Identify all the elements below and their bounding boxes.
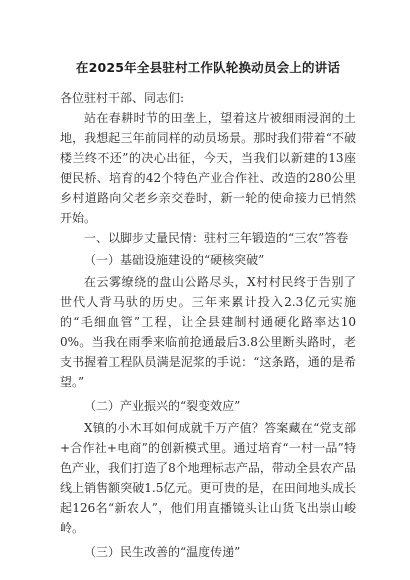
- section-1-heading: 一、以脚步丈量民情：驻村三年锻造的“三农”答卷: [84, 231, 349, 245]
- subsection-2-body: X镇的小木耳如何成就千万产值？答案藏在“党支部+合作社+电商”的创新模式里。通过培育“一村一品”特色产业，我们打造了8个地理标志产品，带动全县农产品线上销售额突破1.5亿元。更可贵的是，在田间地头成长起126名“新农人”，他们用直播镜头让山货飞出崇山峻岭。: [60, 421, 356, 535]
- document-title: 在2025年全县驻村工作队轮换动员会上的讲话: [75, 60, 341, 75]
- subsection-2-heading: （二）产业振兴的“裂变效应”: [84, 399, 241, 413]
- salutation: 各位驻村干部、同志们:: [60, 91, 185, 105]
- intro-paragraph: 站在春耕时节的田垄上，望着这片被细雨浸润的土地，我想起三年前同样的动员场景。那时我们带着“不破楼兰终不还”的决心出征，今天，当我们以新建的13座便民桥、培育的42个特色产业合作社、改造的280公里乡村道路向父老乡亲交卷时，新一轮的使命接力已悄然开始。: [60, 111, 356, 225]
- subsection-1-body: 在云雾缭绕的盘山公路尽头，X村村民终于告别了世代人背马驮的历史。三年来累计投入2.3亿元实施的“毛细血管”工程，让全县建制村通硬化路率达100%。当我在雨季来临前抢通最后3.8公里断头路时，老支书握着工程队员满是泥浆的手说：“这条路，通的是希望。”: [60, 275, 356, 389]
- subsection-1-heading: （一）基础设施建设的“硬核突破”: [84, 253, 265, 267]
- subsection-3-heading: （三）民生改善的“温度传递”: [84, 545, 241, 559]
